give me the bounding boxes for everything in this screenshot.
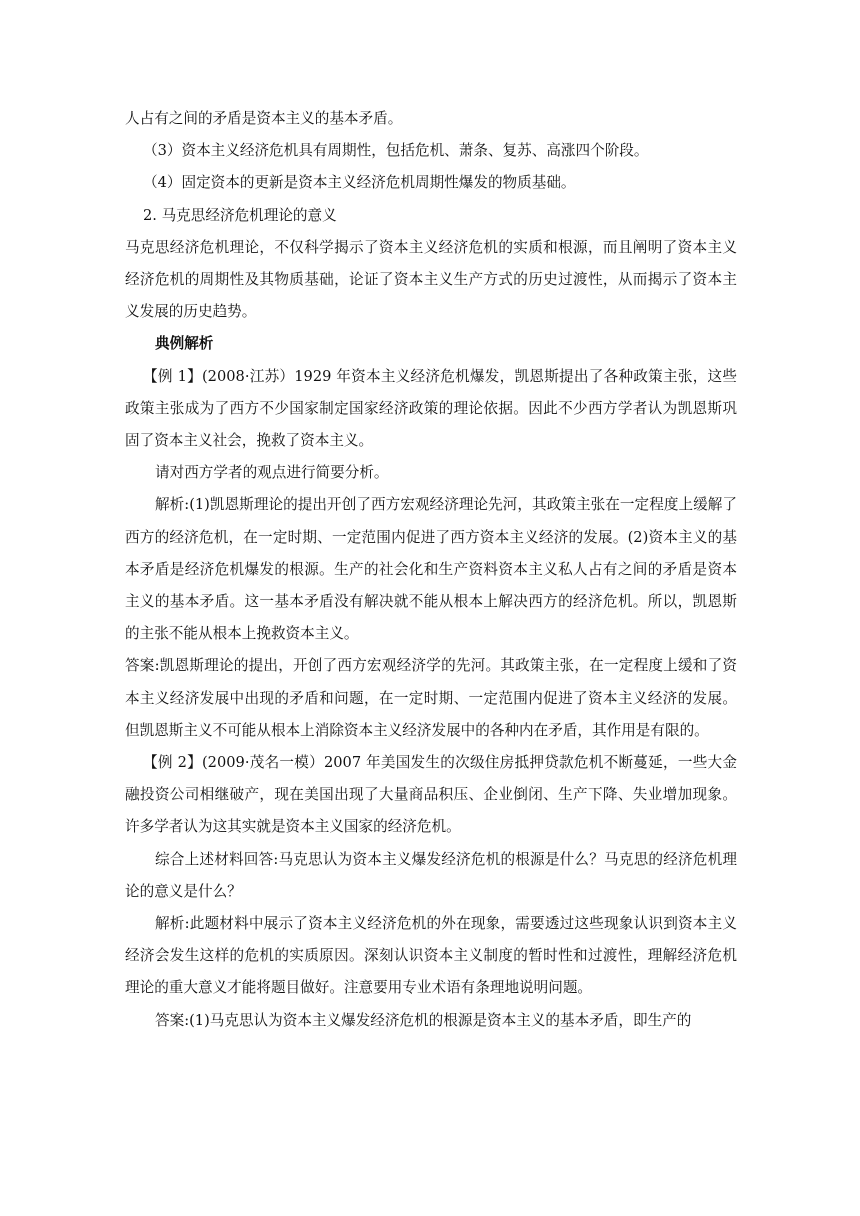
section-heading-significance: 2. 马克思经济危机理论的意义: [143, 206, 337, 224]
example-2-analysis: 解析:此题材料中展示了资本主义经济危机的外在现象，需要透过这些现象认识到资本主义经济会发生这样的危机的实质原因。深刻认识资本主义制度的暂时性和过渡性，理解经济危机理论的重大意义才能将题目做好。注意要用专业术语有条理地说明问题。: [125, 915, 737, 997]
example-2-answer: 答案:(1)马克思认为资本主义爆发经济危机的根源是资本主义的基本矛盾，即生产的: [155, 1011, 692, 1029]
document-body: [125, 103, 737, 1037]
example-2-prompt: 综合上述材料回答:马克思认为资本主义爆发经济危机的根源是什么？马克思的经济危机理论的意义是什么？: [125, 850, 737, 900]
example-1-question: 【例 1】(2008·江苏）1929 年资本主义经济危机爆发，凯恩斯提出了各种政策主张，这些政策主张成为了西方不少国家制定国家经济政策的理论依据。因此不少西方学者认为凯恩斯巩固了资本主义社会，挽救了资本主义。: [125, 367, 737, 450]
example-1-analysis: 解析:(1)凯恩斯理论的提出开创了西方宏观经济理论先河，其政策主张在一定程度上缓解了西方的经济危机，在一定时期、一定范围内促进了西方资本主义经济的发展。(2)资本主义的基本矛盾是经济危机爆发的根源。生产的社会化和生产资料资本主义私人占有之间的矛盾是资本主义的基本矛盾。这一基本矛盾没有解决就不能从根本上解决西方的经济危机。所以，凯恩斯的主张不能从根本上挽救资本主义。: [125, 496, 737, 643]
paragraph-continuation: 人占有之间的矛盾是资本主义的基本矛盾。: [125, 110, 403, 127]
example-1-answer: 答案:凯恩斯理论的提出，开创了西方宏观经济学的先河。其政策主张，在一定程度上缓和了资本主义经济发展中出现的矛盾和问题，在一定时期、一定范围内促进了资本主义经济的发展。但凯恩斯主义不可能从根本上消除资本主义经济发展中的各种内在矛盾，其作用是有限的。: [125, 657, 737, 739]
section-heading-examples: 典例解析: [155, 335, 214, 353]
paragraph-point-4: （4）固定资本的更新是资本主义经济危机周期性爆发的物质基础。: [143, 174, 576, 192]
example-2-question: 【例 2】(2009·茂名一模）2007 年美国发生的次级住房抵押贷款危机不断蔓延，一些大金融投资公司相继破产，现在美国出现了大量商品积压、企业倒闭、生产下降、失业增加现象。许多学者认为这其实就是资本主义国家的经济危机。: [125, 754, 737, 836]
paragraph-significance: 马克思经济危机理论，不仅科学揭示了资本主义经济危机的实质和根源，而且阐明了资本主义经济危机的周期性及其物质基础，论证了资本主义生产方式的历史过渡性，从而揭示了资本主义发展的历史趋势。: [125, 238, 737, 321]
paragraph-point-3: （3）资本主义经济危机具有周期性，包括危机、萧条、复苏、高涨四个阶段。: [143, 142, 649, 160]
example-1-prompt: 请对西方学者的观点进行简要分析。: [155, 464, 389, 482]
